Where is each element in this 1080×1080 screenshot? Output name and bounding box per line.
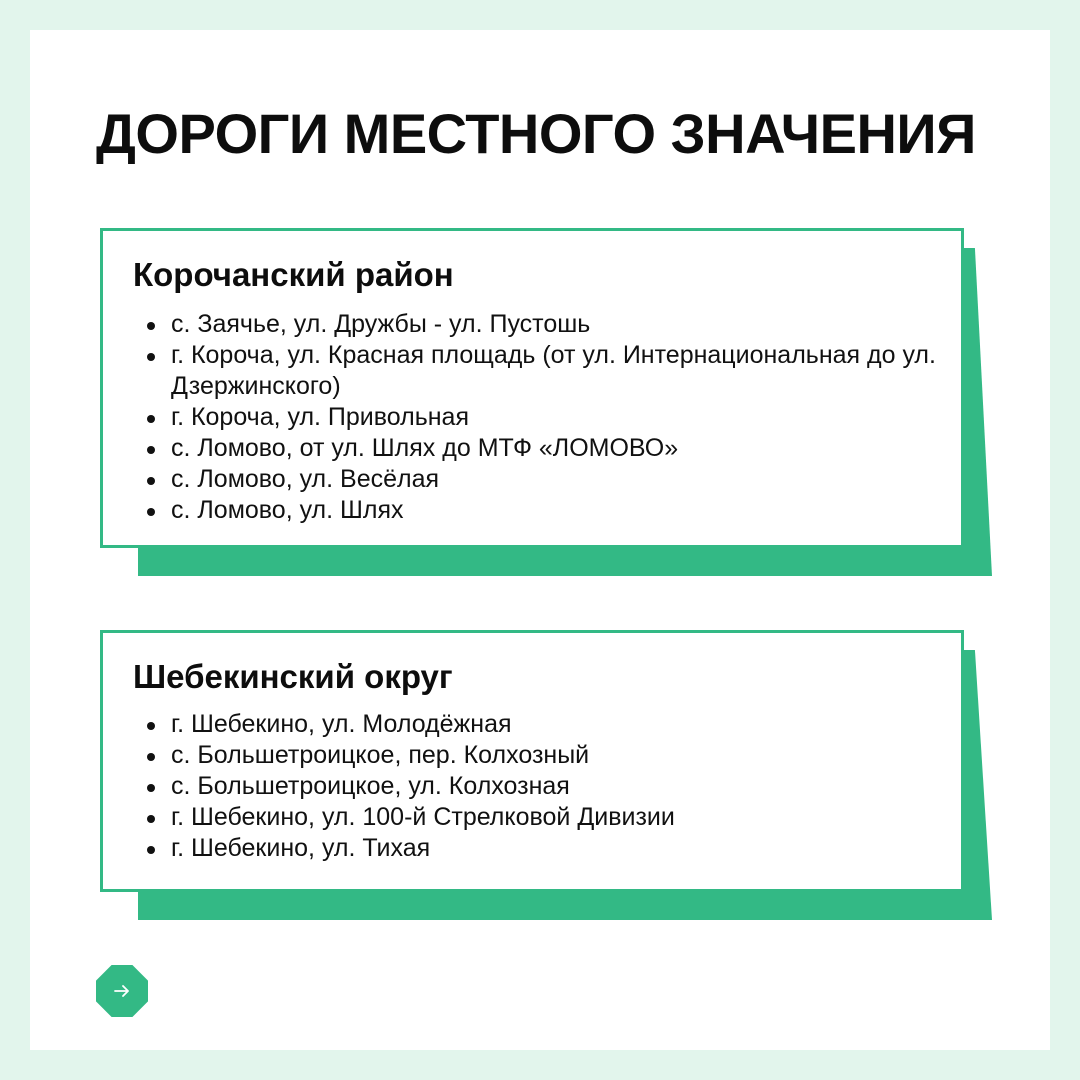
- section-heading: Шебекинский округ: [133, 658, 453, 695]
- list-item: г. Короча, ул. Красная площадь (от ул. Интернациональная до ул. Дзержинского): [171, 340, 941, 402]
- list-item: с. Ломово, от ул. Шлях до МТФ «ЛОМОВО»: [171, 433, 941, 464]
- section-card-shebekinsky: [100, 630, 964, 892]
- list-item: с. Большетроицкое, пер. Колхозный: [171, 740, 941, 771]
- list-item: с. Большетроицкое, ул. Колхозная: [171, 771, 941, 802]
- road-list: [145, 709, 941, 864]
- list-item: г. Шебекино, ул. 100-й Стрелковой Дивизии: [171, 802, 941, 833]
- list-item: с. Ломово, ул. Шлях: [171, 495, 941, 526]
- road-list: [145, 309, 941, 526]
- list-item: с. Ломово, ул. Весёлая: [171, 464, 941, 495]
- list-item: г. Короча, ул. Привольная: [171, 402, 941, 433]
- section-card-korochansky: [100, 228, 964, 548]
- list-item: с. Заячье, ул. Дружбы - ул. Пустошь: [171, 309, 941, 340]
- list-item: г. Шебекино, ул. Тихая: [171, 833, 941, 864]
- section-heading: Корочанский район: [133, 256, 454, 293]
- page-title: ДОРОГИ МЕСТНОГО ЗНАЧЕНИЯ: [96, 102, 976, 165]
- list-item: г. Шебекино, ул. Молодёжная: [171, 709, 941, 740]
- arrow-right-icon: [113, 982, 131, 1000]
